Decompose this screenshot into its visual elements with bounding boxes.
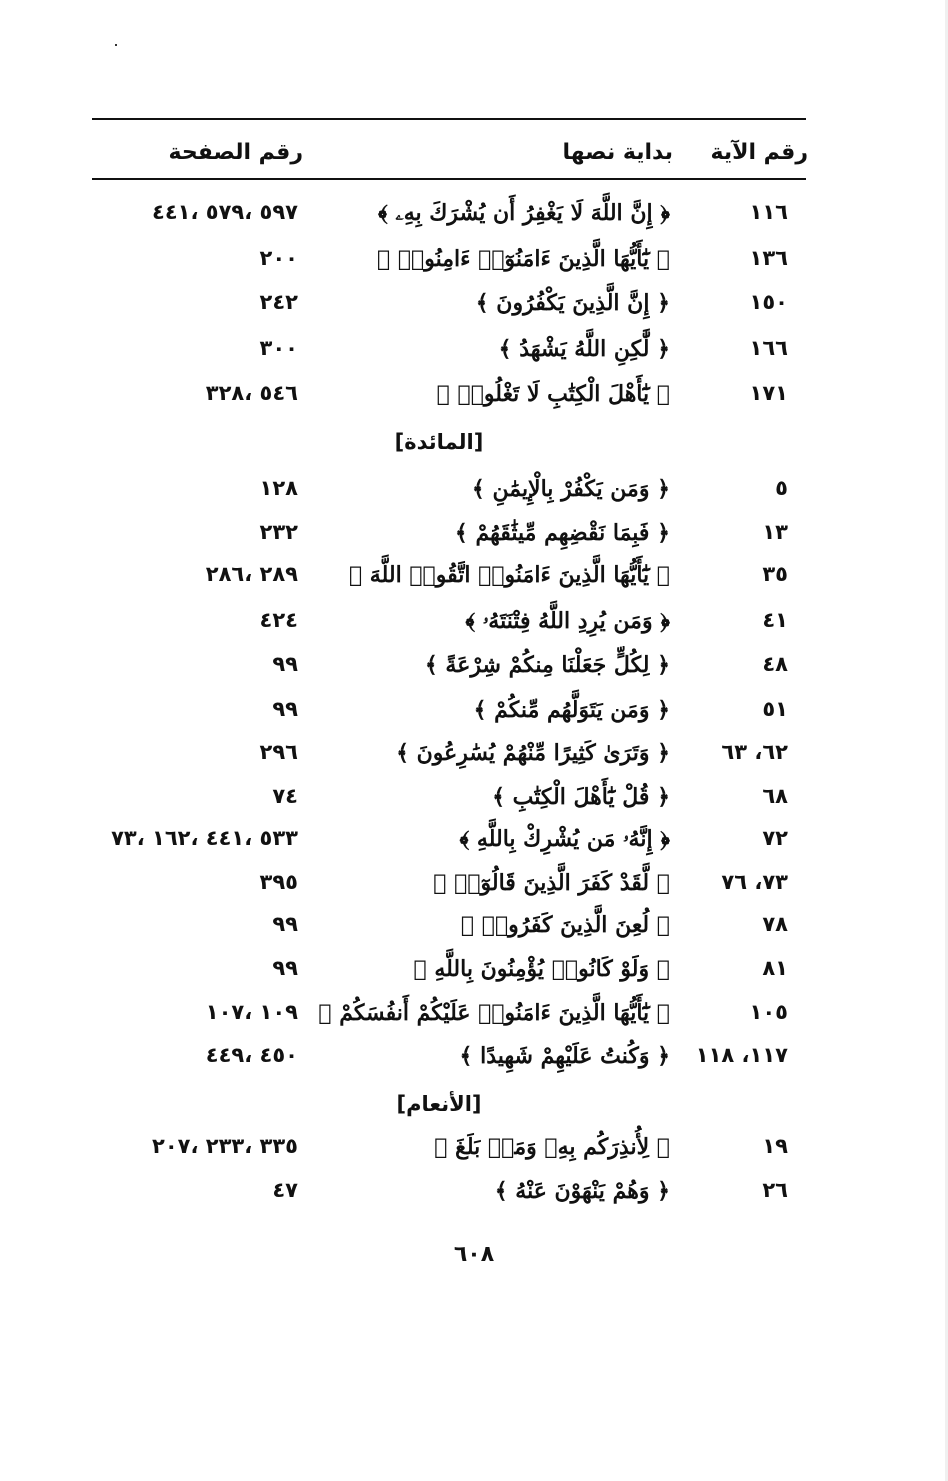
page-refs-cell: ٥٣٣ ،٤٤١ ،١٦٢ ،٧٣ (111, 826, 298, 850)
verse-number-cell: ٦٢، ٦٣ (721, 740, 788, 764)
verse-start-cell: ﴿ إِنَّهُۥ مَن يُشْرِكْ بِاللَّهِ ﴾ (459, 826, 670, 852)
page-refs-cell: ١٢٨ (259, 476, 298, 500)
page-refs-cell: ٤٧ (272, 1178, 298, 1202)
table-row (0, 912, 948, 952)
verse-number-cell: ١٥٠ (749, 290, 788, 314)
verse-number-cell: ٤٨ (762, 652, 788, 676)
verse-start-cell: ﴿ فَبِمَا نَقْضِهِم مِّيثَٰقَهُمْ ﴾ (454, 520, 670, 546)
verse-number-cell: ١٩ (762, 1134, 788, 1158)
verse-number-cell: ٣٥ (762, 562, 788, 586)
page-refs-cell: ٩٩ (272, 697, 298, 721)
surah-heading-maidah (0, 430, 948, 466)
verse-start-cell: ﴿ لِكُلٍّ جَعَلْنَا مِنكُمْ شِرْعَةً ﴾ (424, 652, 670, 678)
verse-start-cell: ﴿ وَلَوْ كَانُوا۟ يُؤْمِنُونَ بِاللَّهِ ﴾ (413, 956, 670, 982)
table-row (0, 1178, 948, 1218)
page-refs-cell: ٢٤٢ (259, 290, 298, 314)
verse-number-cell: ١٧١ (749, 381, 788, 405)
verse-number-cell: ٧٣، ٧٦ (721, 870, 788, 894)
verse-number-cell: ١٦٦ (749, 336, 788, 360)
page-refs-cell: ٣٣٥ ،٢٣٣ ،٢٠٧ (152, 1134, 298, 1158)
table-row (0, 740, 948, 780)
verse-start-cell: ﴿ يَٰٓأَهْلَ الْكِتَٰبِ لَا تَغْلُوا۟ ﴾ (436, 381, 670, 407)
table-row (0, 826, 948, 866)
header-verse-number: رقم الآية (710, 140, 808, 165)
table-row (0, 290, 948, 330)
table-row (0, 608, 948, 648)
verse-start-cell: ﴿ يَٰٓأَيُّهَا الَّذِينَ ءَامَنُوا۟ عَلَيْكُمْ أَنفُسَكُمْ ﴾ (318, 1000, 670, 1026)
surah-heading-text: [الأنعام] (396, 1092, 482, 1116)
verse-start-cell: ﴿ يَٰٓأَيُّهَا الَّذِينَ ءَامَنُوٓا۟ ءَامِنُوا۟ ﴾ (376, 246, 670, 272)
table-row (0, 870, 948, 910)
page-refs-cell: ٥٤٦ ،٣٢٨ (205, 381, 298, 405)
verse-number-cell: ٨١ (762, 956, 788, 980)
page-refs-cell: ١٠٩ ،١٠٧ (205, 1000, 298, 1024)
verse-start-cell: ﴿ لَّٰكِنِ اللَّهُ يَشْهَدُ ﴾ (498, 336, 670, 362)
page-refs-cell: ٢٣٢ (259, 520, 298, 544)
verse-number-cell: ١٠٥ (749, 1000, 788, 1024)
verse-start-cell: ﴿ وَمَن يُرِدِ اللَّهُ فِتْنَتَهُۥ ﴾ (465, 608, 670, 634)
table-row (0, 562, 948, 602)
table-row (0, 697, 948, 737)
surah-heading-anam (0, 1092, 948, 1128)
table-row (0, 1134, 948, 1174)
verse-number-cell: ١١٧، ١١٨ (695, 1043, 788, 1067)
table-row (0, 956, 948, 996)
page-refs-cell: ٥٩٧ ،٥٧٩ ،٤٤١ (152, 200, 298, 224)
verse-number-cell: ١٣ (762, 520, 788, 544)
page-refs-cell: ٩٩ (272, 956, 298, 980)
verse-start-cell: ﴿ قُلْ يَٰٓأَهْلَ الْكِتَٰبِ ﴾ (492, 784, 670, 810)
page-refs-cell: ٢٩٦ (259, 740, 298, 764)
verse-start-cell: ﴿ لِأُنذِرَكُم بِهِۦ وَمَنۢ بَلَغَ ﴾ (434, 1134, 670, 1160)
page-refs-cell: ٩٩ (272, 652, 298, 676)
header-page-number: رقم الصفحة (168, 140, 303, 165)
verse-number-cell: ٢٦ (762, 1178, 788, 1202)
verse-start-cell: ﴿ لُعِنَ الَّذِينَ كَفَرُوا۟ ﴾ (460, 912, 670, 938)
verse-number-cell: ٧٢ (762, 826, 788, 850)
verse-number-cell: ٧٨ (762, 912, 788, 936)
page-refs-cell: ٣٠٠ (259, 336, 298, 360)
page-refs-cell: ٧٤ (272, 784, 298, 808)
verse-start-cell: ﴿ وَتَرَىٰ كَثِيرًا مِّنْهُمْ يُسَٰرِعُونَ ﴾ (396, 740, 670, 766)
verse-start-cell: ﴿ يَٰٓأَيُّهَا الَّذِينَ ءَامَنُوا۟ اتَّقُوا۟ اللَّهَ ﴾ (348, 562, 670, 588)
verse-start-cell: ﴿ لَّقَدْ كَفَرَ الَّذِينَ قَالُوٓا۟ ﴾ (433, 870, 670, 896)
table-row (0, 336, 948, 376)
header-text-start: بداية نصها (562, 140, 673, 165)
verse-start-cell: ﴿ وَهُمْ يَنْهَوْنَ عَنْهُ ﴾ (494, 1178, 670, 1204)
table-row (0, 1000, 948, 1040)
verse-number-cell: ٥ (775, 476, 788, 500)
page-refs-cell: ٢٠٠ (259, 246, 298, 270)
page-refs-cell: ٢٨٩ ،٢٨٦ (205, 562, 298, 586)
verse-start-cell: ﴿ وَكُنتُ عَلَيْهِمْ شَهِيدًا ﴾ (459, 1043, 670, 1069)
verse-number-cell: ١١٦ (749, 200, 788, 224)
page-refs-cell: ٣٩٥ (259, 870, 298, 894)
verse-number-cell: ٥١ (762, 697, 788, 721)
table-row (0, 1043, 948, 1083)
verse-start-cell: ﴿ إِنَّ اللَّهَ لَا يَغْفِرُ أَن يُشْرَكَ بِهِۦ ﴾ (377, 200, 670, 226)
page-refs-cell: ٤٥٠ ،٤٤٩ (205, 1043, 298, 1067)
verse-number-cell: ٤١ (762, 608, 788, 632)
table-row (0, 246, 948, 286)
table-row (0, 520, 948, 560)
verse-start-cell: ﴿ وَمَن يَتَوَلَّهُم مِّنكُمْ ﴾ (473, 697, 670, 723)
page-number: ٦٠٨ (453, 1242, 495, 1267)
page-refs-cell: ٤٢٤ (259, 608, 298, 632)
page-refs-cell: ٩٩ (272, 912, 298, 936)
verse-number-cell: ٦٨ (762, 784, 788, 808)
table-row (0, 381, 948, 421)
table-row (0, 784, 948, 824)
table-row (0, 476, 948, 516)
verse-number-cell: ١٣٦ (749, 246, 788, 270)
surah-heading-text: [المائدة] (394, 430, 484, 454)
verse-start-cell: ﴿ وَمَن يَكْفُرْ بِالْإِيمَٰنِ ﴾ (471, 476, 670, 502)
table-row (0, 652, 948, 692)
verse-start-cell: ﴿ إِنَّ الَّذِينَ يَكْفُرُونَ ﴾ (475, 290, 670, 316)
table-row (0, 200, 948, 240)
